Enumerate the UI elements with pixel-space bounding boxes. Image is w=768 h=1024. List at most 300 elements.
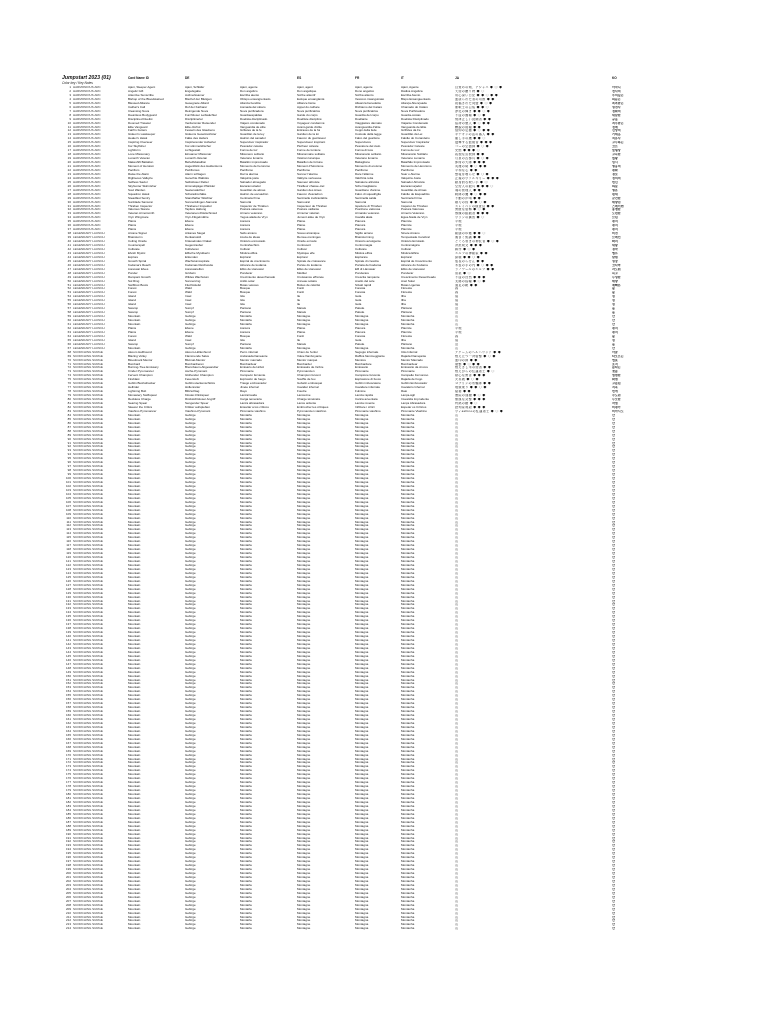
row-it: Montagna: [355, 757, 369, 761]
row-ja: 山: [455, 583, 459, 587]
row-card-name: Mountain: [128, 433, 141, 437]
row-fr: Montagne: [297, 449, 311, 453]
row-it: Pianura: [355, 224, 366, 228]
row-category: HARMONIOUS ARC: [73, 192, 101, 196]
row-ja: 砲撃 ◆ ◇ ◆ ◆: [455, 362, 481, 366]
row-id: 146: [65, 658, 71, 662]
row-fr: Montagne: [297, 548, 311, 552]
row-category: SCORCHING SURGE: [73, 465, 103, 469]
row-ja: エルフの神秘家 ◆ ◆: [455, 251, 488, 255]
row-de: Ebene: [185, 224, 194, 228]
row-pt: Montanha: [401, 556, 415, 560]
row-category: SCORCHING SURGE: [73, 654, 103, 658]
row-fr: Entraves de la foi: [297, 129, 321, 133]
row-es: Montaña: [240, 765, 252, 769]
row-es: Montaña: [240, 737, 252, 741]
row-fr: Montagne: [297, 733, 311, 737]
row-category: SCORCHING SURGE: [73, 753, 103, 757]
row-pt: Montanha: [401, 560, 415, 563]
column-header-fr: FR: [355, 76, 360, 80]
row-pt: Montanha: [401, 591, 415, 595]
row-ko: 산: [612, 504, 615, 508]
row-id: 141: [65, 639, 71, 642]
row-category: SCORCHING SURGE: [73, 678, 103, 682]
row-ja: 僧院の速槍 ◆ ◇ ◆: [455, 394, 486, 398]
row-category: SCORCHING SURGE: [73, 390, 103, 394]
row-category: SCORCHING SURGE: [73, 409, 103, 413]
row-pt: Vanguarda de Elite: [401, 125, 427, 129]
row-it: Montagna: [355, 560, 369, 563]
row-ko: 지옥: [612, 386, 618, 390]
row-es: Montaña: [240, 876, 252, 879]
row-de: Gebirge: [185, 575, 196, 579]
row-de: Gebirge: [185, 484, 196, 488]
row-ko: 헌신: [612, 180, 618, 184]
row-ko: 평지: [612, 228, 618, 232]
row-pt: Montanha: [401, 872, 415, 876]
row-id: 36: [67, 224, 71, 228]
row-pt: Montanha: [401, 895, 415, 899]
row-card-name: Lightning Bolt: [128, 390, 147, 394]
row-de: Gebirge: [185, 556, 196, 560]
row-es: Montaña: [240, 674, 252, 678]
row-card-name: Mountain: [128, 915, 141, 919]
row-it: Montagna: [355, 453, 369, 457]
row-ko: 산: [612, 556, 615, 560]
row-it: Palude: [355, 342, 365, 346]
row-ja: 信仰の足枷 ◆ ◇ ◆ ◆: [455, 129, 491, 133]
row-id: 109: [65, 512, 71, 516]
row-fr: Montagne: [297, 611, 311, 615]
row-card-name: Mountain: [128, 757, 141, 761]
row-it: Montagna: [355, 883, 369, 887]
row-it: Ajani, agente: [355, 86, 373, 89]
row-category: SCORCHING SURGE: [73, 702, 103, 706]
row-es: Pantano: [240, 342, 252, 346]
row-it: Montagna: [355, 465, 369, 469]
row-ja: 沼: [455, 311, 459, 315]
row-id: 156: [65, 698, 71, 702]
row-pt: Aliança Abençoada: [401, 101, 427, 105]
row-de: Gebirge: [185, 496, 196, 500]
row-fr: Posture vaillante: [297, 208, 320, 212]
row-es: Montaña: [240, 544, 252, 548]
row-fr: Montagne: [297, 666, 311, 670]
row-fr: Montagne: [297, 737, 311, 741]
row-pt: Montanha: [401, 785, 415, 789]
row-es: Ajani, agente: [240, 86, 258, 89]
row-pt: Botas Ligeiras: [401, 283, 421, 287]
row-ko: 신앙의: [612, 129, 621, 133]
row-es: Montaña: [240, 457, 252, 461]
row-pt: Montanha: [401, 548, 415, 552]
row-ja: 山: [455, 718, 459, 721]
row-id: 186: [65, 816, 71, 820]
row-pt: Montanha: [401, 678, 415, 682]
row-id: 150: [65, 674, 71, 678]
row-ja: 山: [455, 694, 459, 698]
row-ja: 山: [455, 678, 459, 682]
row-it: Montagna: [355, 492, 369, 496]
row-it: Emissario: [355, 366, 369, 370]
row-es: Montaña: [240, 895, 252, 899]
row-it: Montagna: [355, 828, 369, 832]
row-es: Valquiria justa: [240, 176, 259, 180]
row-ko: 산: [612, 536, 615, 540]
row-category: SCORCHING SURGE: [73, 710, 103, 714]
row-de: Gebirge: [185, 437, 196, 441]
row-pt: Guardião de Almas: [401, 188, 427, 192]
row-category: SCORCHING SURGE: [73, 500, 103, 504]
row-card-name: Mountain: [128, 469, 141, 473]
row-id: 197: [65, 860, 71, 864]
row-fr: Montagne: [297, 785, 311, 789]
row-de: Gebirge: [185, 465, 196, 469]
row-card-name: Swamp: [128, 342, 139, 346]
row-es: Supervisor inspirador: [240, 141, 269, 145]
row-id: 208: [65, 903, 71, 907]
row-pt: Montanha: [401, 627, 415, 631]
row-card-name: Mountain: [128, 611, 141, 615]
row-ko: 산: [612, 607, 615, 611]
row-ko: 임시: [612, 161, 618, 165]
row-es: Don angélico: [240, 89, 258, 93]
row-id: 174: [65, 769, 71, 773]
row-fr: Montagne: [297, 725, 311, 729]
row-de: Gebirge: [185, 599, 196, 603]
row-pt: Montanha: [401, 876, 415, 879]
row-fr: Marais: [297, 342, 307, 346]
row-ko: 산: [612, 761, 615, 765]
row-card-name: Forest: [128, 287, 137, 291]
row-pt: Montanha: [401, 761, 415, 765]
row-category: SCORCHING SURGE: [73, 927, 103, 931]
row-pt: Floresta: [401, 334, 412, 338]
row-card-name: Mountain: [128, 899, 141, 903]
row-es: Anillo solar: [240, 279, 255, 283]
row-card-name: Swiftfoot Boots: [128, 283, 149, 287]
row-ko: 산: [612, 832, 615, 836]
row-ko: 산: [612, 488, 615, 492]
row-ko: 산: [612, 642, 615, 646]
row-de: Gebirge: [185, 816, 196, 820]
row-es: Isla: [240, 338, 245, 342]
row-id: 106: [65, 500, 71, 504]
row-es: Montaña: [240, 611, 252, 615]
row-fr: Valkyrie vertueuse: [297, 176, 322, 180]
row-ko: 화염: [612, 378, 618, 382]
row-card-name: Bloodmark Mentor: [128, 358, 153, 362]
row-ko: 산: [612, 591, 615, 595]
row-it: Montagna: [355, 824, 369, 828]
row-id: 155: [65, 694, 71, 698]
row-category: HARMONIOUS ARC: [73, 157, 101, 161]
row-id: 23: [67, 172, 71, 176]
row-it: Piromante viashino: [355, 409, 381, 413]
row-category: SCORCHING SURGE: [73, 666, 103, 670]
row-card-name: Counterspell: [128, 244, 145, 247]
row-id: 59: [67, 315, 71, 319]
row-fr: Montagne: [297, 670, 311, 674]
row-card-name: Mountain: [128, 872, 141, 876]
row-es: Montaña: [240, 812, 252, 816]
row-fr: Montagne: [297, 808, 311, 812]
row-ko: 산: [612, 469, 615, 473]
row-pt: Montanha: [401, 702, 415, 706]
row-ja: 山: [455, 725, 459, 729]
row-fr: Montagne: [297, 761, 311, 765]
row-category: SCORCHING SURGE: [73, 556, 103, 560]
row-card-name: Blazing Volley: [128, 354, 147, 358]
row-category: HARMONIOUS ARC: [73, 129, 101, 133]
row-fr: Montagne: [297, 883, 311, 887]
row-es: Veterano lunarca: [240, 157, 263, 161]
row-category: SCORCHING SURGE: [73, 765, 103, 769]
row-ja: 山: [455, 662, 459, 666]
row-fr: Montagne: [297, 417, 311, 421]
row-card-name: Rampant Growth: [128, 275, 151, 279]
row-es: Alianza bendita: [240, 101, 261, 105]
row-id: 124: [65, 571, 71, 575]
row-ja: 山: [455, 789, 459, 793]
row-ja: 山: [455, 856, 459, 860]
row-es: Montaña: [240, 891, 252, 895]
row-it: Pescatore del cielo: [355, 145, 381, 149]
row-pt: Montanha: [401, 437, 415, 441]
row-id: 101: [65, 481, 71, 484]
row-ko: 숙고: [612, 271, 618, 275]
row-ja: 速足の靴 ◆ ◆: [455, 283, 478, 287]
row-fr: Montagne: [297, 694, 311, 698]
row-card-name: Mountain: [128, 477, 141, 481]
row-fr: Superviseur inspirant: [297, 141, 326, 145]
row-ko: 산: [612, 567, 615, 571]
row-es: Montaña: [240, 421, 252, 425]
row-fr: Cultiver: [297, 247, 308, 251]
row-it: Montagna: [355, 808, 369, 812]
row-fr: Montagne: [297, 346, 311, 350]
row-id: 28: [67, 192, 71, 196]
row-pt: Postura Valorosa: [401, 208, 424, 212]
row-es: Botas veloces: [240, 283, 259, 287]
row-de: Gebirge: [185, 678, 196, 682]
row-ja: 戦隊の鷹 ◆ ◇ ◆ ◆: [455, 192, 487, 196]
row-ko: 평화: [612, 168, 618, 172]
row-id: 31: [67, 204, 71, 208]
row-category: HARMONIOUS ARC: [73, 145, 101, 149]
row-category: LEGENDARY LAUNCH: [73, 311, 105, 315]
row-es: Montaña: [240, 413, 252, 417]
row-pt: Grilhões da Fé: [401, 129, 421, 133]
row-pt: Investida Imprudente: [401, 398, 430, 402]
row-pt: Montanha: [401, 666, 415, 670]
row-es: Montaña: [240, 757, 252, 761]
row-id: 168: [65, 745, 71, 749]
row-de: Gebirge: [185, 583, 196, 587]
row-ja: 山: [455, 413, 459, 417]
row-fr: Montagne: [297, 540, 311, 544]
row-pt: Montanha: [401, 488, 415, 492]
row-category: HARMONIOUS ARC: [73, 200, 101, 204]
row-card-name: Mountain: [128, 473, 141, 477]
row-fr: Montagne: [297, 481, 311, 484]
row-id: 176: [65, 777, 71, 781]
row-de: Reinigende Nova: [185, 109, 209, 113]
row-fr: Montagne: [297, 911, 311, 915]
row-fr: Montagne: [297, 710, 311, 714]
row-category: SCORCHING SURGE: [73, 840, 103, 844]
row-fr: Montagne: [297, 323, 311, 326]
row-pt: Campeão Fervoroso: [401, 374, 429, 378]
row-ko: 산: [612, 646, 615, 650]
row-card-name: Island: [128, 295, 137, 299]
row-card-name: Mountain: [128, 575, 141, 579]
row-ja: 山: [455, 323, 459, 326]
row-card-name: Mountain: [128, 797, 141, 800]
row-it: Falco del guaritore: [355, 137, 380, 141]
row-id: 34: [67, 216, 71, 220]
row-category: SCORCHING SURGE: [73, 398, 103, 402]
row-ko: 산: [612, 674, 615, 678]
row-it: Montagna: [355, 737, 369, 741]
row-pt: Montanha: [401, 840, 415, 844]
row-it: Piromante: [355, 370, 369, 374]
row-fr: Montagne: [297, 642, 311, 646]
row-ja: 山: [455, 800, 459, 804]
row-de: Sonnenring: [185, 279, 201, 283]
row-it: Forma di luce: [355, 149, 374, 153]
row-id: 73: [67, 370, 71, 374]
row-ko: 산: [612, 571, 615, 575]
row-card-name: Mountain: [128, 844, 141, 848]
row-ja: 山: [455, 453, 459, 457]
row-fr: Plaine: [297, 220, 306, 224]
row-id: 17: [67, 149, 71, 153]
row-pt: Montanha: [401, 879, 415, 883]
row-ja: 山: [455, 441, 459, 445]
row-category: SCORCHING SURGE: [73, 405, 103, 409]
row-ko: 고블린: [612, 382, 621, 386]
row-ja: 燃えさし木の使者 ◆ ◆: [455, 366, 492, 370]
row-ko: 코르: [612, 145, 618, 149]
row-es: Trasgo emboscador: [240, 382, 267, 386]
row-de: Blutmal-Mentor: [185, 358, 206, 362]
row-id: 105: [65, 496, 71, 500]
row-de: Kor-Himmelsfischer: [185, 145, 212, 149]
row-es: Montaña: [240, 804, 252, 808]
row-pt: Guarda-costas: [401, 113, 421, 117]
row-id: 131: [65, 599, 71, 603]
row-ja: 山: [455, 481, 459, 484]
row-pt: Montanha: [401, 583, 415, 587]
row-fr: Montagne: [297, 658, 311, 662]
row-it: Pianura: [355, 228, 366, 232]
column-header-es: ES: [297, 76, 302, 80]
row-id: 116: [66, 540, 71, 544]
row-it: Montagna: [355, 662, 369, 666]
row-category: SCORCHING SURGE: [73, 891, 103, 895]
table-row: [0, 927, 768, 931]
row-it: Montagna: [355, 789, 369, 793]
row-de: Bischof der Blutigen: [185, 97, 212, 101]
row-it: Montagna: [355, 512, 369, 516]
row-de: Gebirge: [185, 532, 196, 536]
row-fr: Montagne: [297, 639, 311, 642]
row-card-name: Mountain: [128, 520, 141, 524]
row-id: 91: [67, 441, 71, 445]
row-de: Gebirge: [185, 473, 196, 477]
row-fr: Montagne: [297, 840, 311, 844]
row-pt: Montanha: [401, 603, 415, 607]
row-it: Montagna: [355, 477, 369, 481]
row-es: Montaña: [240, 761, 252, 765]
row-pt: Montanha: [401, 824, 415, 828]
row-category: HARMONIOUS ARC: [73, 208, 101, 212]
row-it: Ceppi della fede: [355, 129, 377, 133]
row-pt: Montanha: [401, 828, 415, 832]
row-pt: Montanha: [401, 919, 415, 923]
row-de: Gebirge: [185, 682, 196, 686]
row-es: Montaña: [240, 662, 252, 666]
row-es: Montaña: [240, 670, 252, 674]
row-es: Piromante viashino: [240, 409, 266, 413]
row-it: Pianura: [355, 326, 366, 330]
row-it: Elfi di Llanowar: [355, 267, 376, 271]
row-it: Montagna: [355, 820, 369, 824]
row-ja: 浄化の輝き ◆ ◆ ◇ ◆: [455, 109, 491, 113]
row-category: SCORCHING SURGE: [73, 789, 103, 793]
row-it: Montagna: [355, 666, 369, 670]
row-it: Montagna: [355, 848, 369, 852]
row-pt: Crescimento Desenfreado: [401, 275, 436, 279]
row-ko: 숲: [612, 334, 615, 338]
row-id: 118: [66, 548, 71, 552]
row-ja: 正義のヴァルキリー ◆ ◆ ◆: [455, 176, 500, 180]
row-fr: Montagne: [297, 560, 311, 563]
row-ja: 山: [455, 777, 459, 781]
row-category: SCORCHING SURGE: [73, 536, 103, 540]
row-card-name: Moment of Heroism: [128, 165, 155, 168]
row-de: Gebirge: [185, 753, 196, 757]
row-ja: 山: [455, 654, 459, 658]
row-es: Montaña: [240, 658, 252, 662]
row-ko: 산: [612, 650, 615, 654]
row-pt: Espiral de Crescimento: [401, 259, 433, 263]
row-ja: 山: [455, 575, 459, 579]
row-es: Montaña: [240, 646, 252, 650]
row-category: SCORCHING SURGE: [73, 595, 103, 599]
row-de: Gebirge: [185, 745, 196, 749]
row-card-name: Mountain: [128, 745, 141, 749]
row-id: 193: [65, 844, 71, 848]
row-es: Duelista disciplinado: [240, 117, 268, 121]
row-id: 182: [65, 800, 71, 804]
row-id: 98: [67, 469, 71, 473]
row-ko: 굳건한: [612, 196, 621, 200]
row-es: Montaña: [240, 781, 252, 785]
row-fr: Forêt: [297, 291, 305, 295]
row-id: 90: [67, 437, 71, 441]
row-ko: 산: [612, 433, 615, 437]
row-pt: Montanha: [401, 453, 415, 457]
row-fr: Forêt: [297, 287, 305, 291]
row-it: Montagna: [355, 315, 369, 319]
row-es: Halcón de escuadrón: [240, 192, 269, 196]
row-ko: 산: [612, 429, 615, 433]
row-id: 9: [69, 117, 71, 121]
row-fr: Don angélique: [297, 89, 317, 93]
row-category: HARMONIOUS ARC: [73, 109, 101, 113]
